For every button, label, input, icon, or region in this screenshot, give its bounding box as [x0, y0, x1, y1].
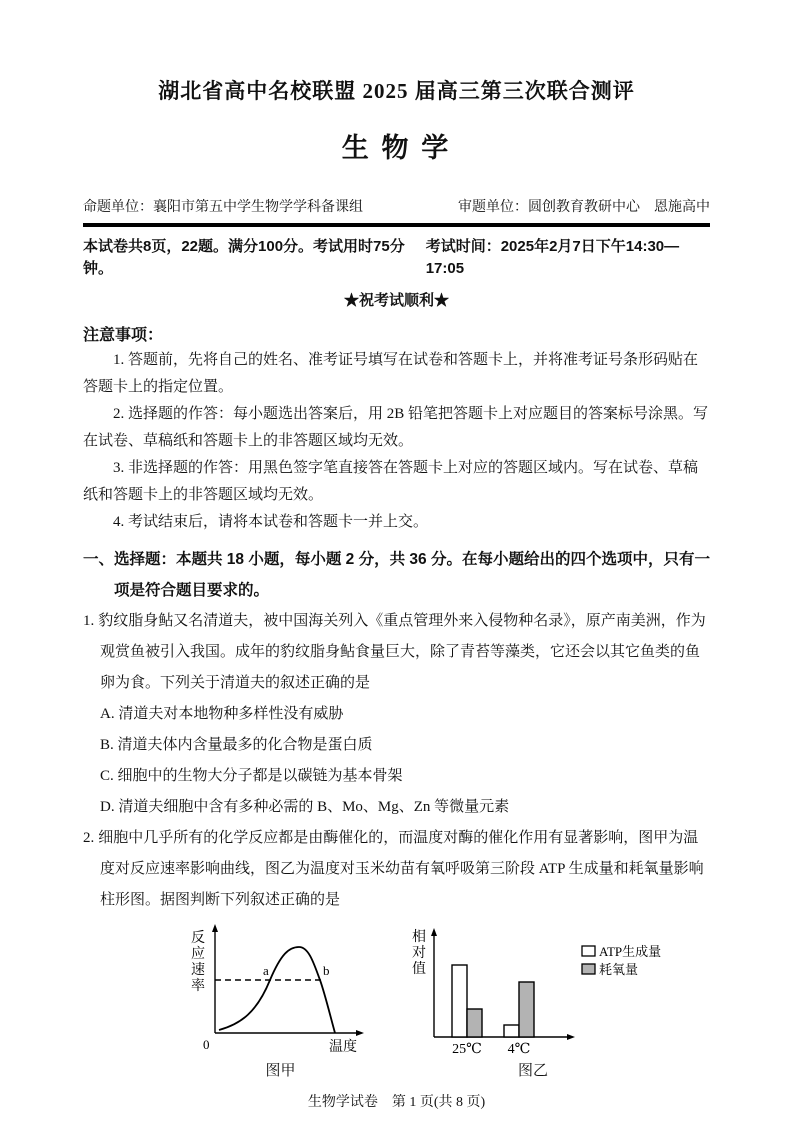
wish-line: ★祝考试顺利★ — [343, 293, 449, 309]
notice-item-3: 3. 非选择题的作答：用黑色签字笔直接答在答题卡上对应的答题区域内。写在试卷、草稿纸和答题卡上的非答题区域均无效。 — [83, 460, 699, 503]
figure-jia-plot — [183, 920, 378, 1060]
jia-ylabel-char-4: 率 — [191, 979, 205, 994]
notice-heading: 注意事项： — [83, 327, 164, 344]
question-1-option-a: A. 清道夫对本地物种多样性没有威胁 — [100, 706, 344, 722]
yi-ylabel-char-3: 值 — [412, 962, 426, 977]
yi-bar-atp-25c — [452, 965, 467, 1037]
figure-yi — [404, 920, 662, 1081]
yi-y-arrow-icon — [431, 928, 437, 936]
yi-legend-label-o2: 耗氧量 — [599, 962, 639, 977]
jia-origin-label: 0 — [203, 1037, 210, 1052]
question-2-figures — [183, 920, 710, 1081]
figure-yi-plot — [404, 920, 662, 1060]
proposer-unit: 命题单位：襄阳市第五中学生物学学科备课组 — [83, 200, 363, 215]
yi-ylabel-char-1: 相 — [412, 930, 426, 945]
yi-bar-o2-4c — [519, 982, 534, 1037]
figure-yi-caption: 图乙 — [517, 1063, 548, 1079]
figure-jia — [183, 920, 378, 1081]
page-footer: 生物学试卷 第 1 页(共 8 页) — [307, 1095, 486, 1110]
question-2-number: 2. — [83, 830, 95, 846]
question-1 — [83, 606, 710, 823]
yi-x-arrow-icon — [567, 1034, 575, 1040]
yi-category-4c: 4℃ — [507, 1042, 531, 1057]
jia-ylabel-char-3: 速 — [191, 963, 205, 978]
unit-row — [83, 198, 710, 218]
question-1-number: 1. — [83, 613, 95, 629]
question-1-text: 豹纹脂身鲇又名清道夫，被中国海关列入《重点管理外来入侵物种名录》，原产南美洲，作为观赏鱼被引入我国。成年的豹纹脂身鲇食量巨大，除了青苔等藻类，它还会以其它鱼类的鱼卵为食。下列关于清道夫的叙述正确的是 — [98, 613, 706, 691]
double-rule-divider — [83, 223, 710, 227]
question-2-stem — [83, 823, 710, 916]
jia-point-a-label: a — [263, 963, 269, 978]
notice-item-1: 1. 答题前，先将自己的姓名、准考证号填写在试卷和答题卡上，并将准考证号条形码贴在答题卡上的指定位置。 — [83, 352, 699, 395]
question-1-option-b: B. 清道夫体内含量最多的化合物是蛋白质 — [100, 737, 373, 753]
page-title: 湖北省高中名校联盟 2025 届高三第三次联合测评 — [158, 79, 635, 103]
question-1-stem — [83, 606, 710, 699]
yi-legend-swatch-o2 — [582, 964, 595, 974]
jia-ylabel-char-2: 应 — [191, 947, 205, 962]
notice-item-2: 2. 选择题的作答：每小题选出答案后，用 2B 铅笔把答题卡上对应题目的答案标号涂黑。写在试卷、草稿纸和答题卡上的非答题区域均无效。 — [83, 406, 709, 449]
jia-curve — [219, 947, 335, 1033]
question-1-option-c: C. 细胞中的生物大分子都是以碳链为基本骨架 — [100, 768, 403, 784]
section-one-heading: 一、选择题：本题共 18 小题，每小题 2 分，共 36 分。在每小题给出的四个选项中，只有一项是符合题目要求的。 — [83, 551, 710, 599]
paper-info: 本试卷共8页，22题。满分100分。考试用时75分钟。 — [83, 238, 405, 277]
yi-bar-atp-4c — [504, 1025, 519, 1037]
yi-legend-label-atp: ATP生成量 — [599, 944, 662, 959]
question-2-text: 细胞中几乎所有的化学反应都是由酶催化的，而温度对酶的催化作用有显著影响，图甲为温度对反应速率影响曲线，图乙为温度对玉米幼苗有氧呼吸第三阶段 ATP 生成量和耗氧量影响柱形图。据图判断下列叙述正确的是 — [98, 830, 704, 908]
jia-point-b-label: b — [323, 963, 330, 978]
question-2 — [83, 823, 710, 916]
reviewer-unit: 审题单位：圆创教育教研中心 恩施高中 — [458, 200, 710, 215]
jia-x-arrow-icon — [356, 1030, 364, 1036]
exam-info-row — [83, 236, 710, 280]
figure-jia-caption: 图甲 — [265, 1063, 296, 1079]
yi-bar-o2-25c — [467, 1009, 482, 1037]
notice-item-4: 4. 考试结束后，请将本试卷和答题卡一并上交。 — [113, 514, 429, 530]
yi-legend-swatch-atp — [582, 946, 595, 956]
yi-ylabel-char-2: 对 — [412, 946, 426, 961]
jia-ylabel-char-1: 反 — [191, 931, 205, 946]
jia-xlabel: 温度 — [329, 1040, 357, 1055]
subject-title: 生 物 学 — [341, 133, 452, 163]
jia-y-arrow-icon — [212, 924, 218, 932]
yi-category-25c: 25℃ — [452, 1042, 482, 1057]
exam-time: 考试时间：2025年2月7日下午14:30—17:05 — [425, 238, 680, 277]
question-1-option-d: D. 清道夫细胞中含有多种必需的 B、Mo、Mg、Zn 等微量元素 — [100, 799, 510, 815]
